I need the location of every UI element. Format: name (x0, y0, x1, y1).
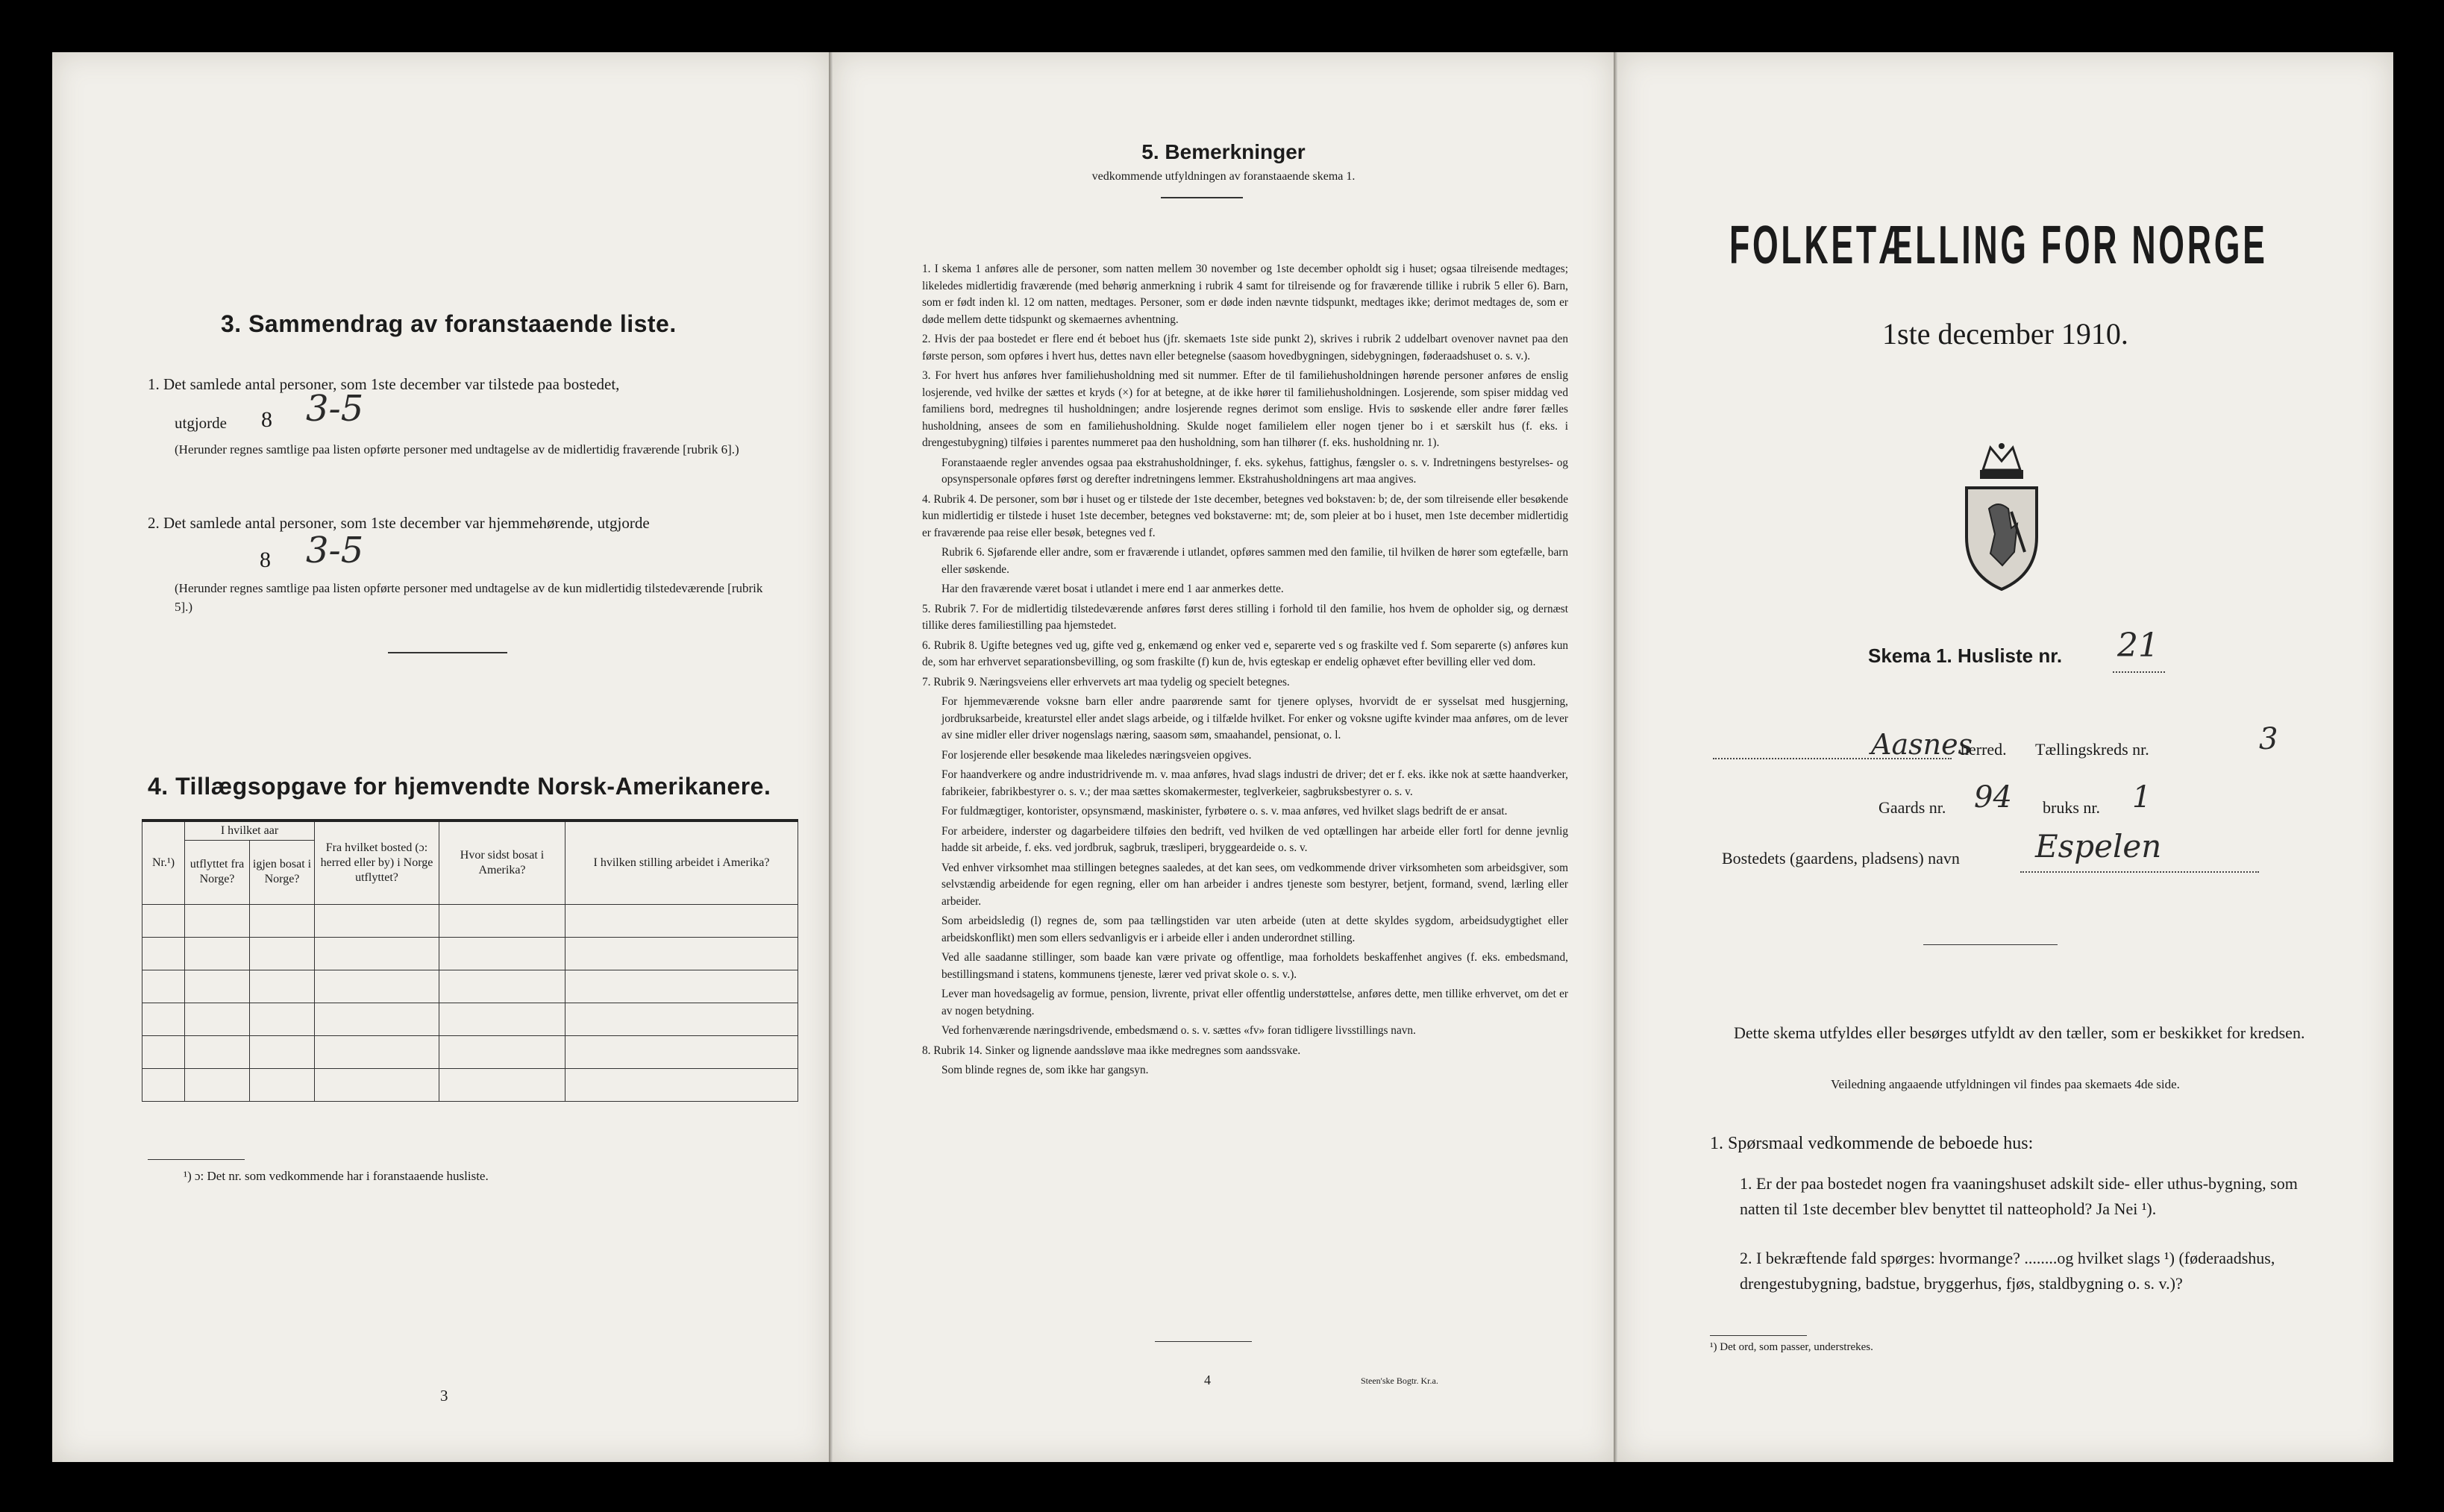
table-header-nr: Nr.¹) (142, 821, 185, 904)
notes-list (922, 261, 1568, 1082)
note-item: 6. Rubrik 8. Ugifte betegnes ved ug, gifte ved g, enkemænd og enker ved e, separerte ved s og fraskilte ved f. Som separerte (s) anføres kun de, som har erhvervet separationsbevilling, og som fraskilte (f) kun de, hvis egteskap er endelig ophævet efter bevilling eller ved dom. (922, 639, 1568, 668)
end-rule (1155, 1341, 1252, 1342)
note-item: 3. For hvert hus anføres hver familiehusholdning med sit nummer. Efter de til familiehusholdningen hørende personer anføres de enslig losjerende, ved hvilke der sættes et kryds (×) for at betegne, at de ikke hører til familiehusholdningen. Losjerende, som spiser middag ved familiens bord, medregnes til husholdningen; andre losjerende regnes derimot som enslige. Hvis to søskende eller andre fører fælles husholdning, ansees de som en familiehusholdning. Skulde noget familielem eller nogen tjener bo i et særskilt hus (f. eks. i drengestubygning) tilføies i parentes nummeret paa den husholdning, som han tilhører (f. eks. husholdning nr. 1). (922, 369, 1568, 449)
page-number: 4 (1204, 1373, 1211, 1387)
page-middle (833, 52, 1614, 1462)
item1-handwritten-value: 3-5 (306, 388, 364, 430)
note-item: 7. Rubrik 9. Næringsveiens eller erhvervets art maa tydelig og specielt betegnes. (922, 675, 1290, 688)
note-item: For fuldmægtiger, kontorister, opsynsmænd, maskinister, fyrbøtere o. s. v. maa anføres, ved hvilket slags bedrift de er ansat. (941, 805, 1508, 818)
coat-of-arms-icon (1953, 440, 2050, 597)
note-item: 4. Rubrik 4. De personer, som bør i huset og er tilstede der 1ste december, betegnes ved bokstaven: b; de, der som tilreisende eller besøkende kun midlertidig er tilstede i huset 1ste december, betegnes ved bokstaverne: mt; de, som pleier at bo i huset, men 1ste december midlertidig er fraværende paa reise eller besøk, betegnes ved f. (922, 492, 1568, 539)
q1-item-1: 1. Er der paa bostedet nogen fra vaaningshuset adskilt side- eller uthus-bygning, som natten til 1ste december blev benyttet til natteophold? Ja Nei ¹). (1740, 1174, 2298, 1218)
table-group-header: I hvilket aar (185, 821, 315, 840)
q1-title: 1. Spørsmaal vedkommende de beboede hus: (1710, 1134, 2034, 1153)
item1-value: 8 (261, 407, 272, 432)
divider (388, 652, 507, 653)
note-item: Ved forhenværende næringsdrivende, embedsmænd o. s. v. sættes «fv» foran tidligere livsstillings navn. (941, 1024, 1416, 1037)
item2-text: 2. Det samlede antal personer, som 1ste december var hjemmehørende, utgjorde (148, 514, 650, 532)
item1-text: 1. Det samlede antal personer, som 1ste december var tilstede paa bostedet, (148, 375, 620, 393)
note-item: Foranstaaende regler anvendes ogsaa paa ekstrahusholdninger, f. eks. sykehus, fattighus, fængsler o. s. v. Indretningens bestyrelses- og opsynspersonale opføres først og derefter indretningens lemmer. Ekstrahusholdningens art maa angives. (941, 456, 1568, 486)
note-item: Ved enhver virksomhet maa stillingen betegnes saaledes, at det kan sees, om vedkommende driver virksomheten som arbeidsgiver, som selvstændig arbeidende for egen regning, eller om han arbeider i andres tjeneste som bestyrer, betjent, formand, svend, lærling eller arbeider. (941, 861, 1568, 908)
section4-title: 4. Tillægsopgave for hjemvendte Norsk-Amerikanere. (148, 773, 771, 800)
note-item: Ved alle saadanne stillinger, som baade kan være private og offentlige, maa forholdets beskaffenhet angives (f. eks. embedsmand, bestillingsmand i statens, kommunens tjeneste, lærer ved privat skole o. s. v.). (941, 951, 1568, 981)
herred-label: herred. (1961, 740, 2007, 759)
note-item: 1. I skema 1 anføres alle de personer, som natten mellem 30 november og 1ste december opholdt sig i huset; ogsaa tilreisende medtages; likeledes midlertidig fraværende (med behørig anmerkning i rubrik 4 samt for tilreisende og for fraværende tillike i rubrik 5 eller 6). Barn, som er født inden kl. 12 om natten, medtages. Personer, som er døde inden nævnte tidspunkt, medtages ikke; derimot medtages de, som er døde mellem dette tidspunkt og skemaernes avhentning. (922, 263, 1568, 326)
footnote-rule (148, 1159, 245, 1160)
note-item: Som arbeidsledig (l) regnes de, som paa tællingstiden var uten arbeide (uten at dette skyldes sygdom, arbeidsudygtighet eller arbeidskonflikt) men som ellers sedvanligvis er i arbeide eller i anden underordnet stilling. (941, 915, 1568, 944)
page-right (1617, 52, 2393, 1462)
title-rule (1161, 197, 1243, 198)
item2-handwritten-value: 3-5 (306, 530, 364, 571)
schema-label: Skema 1. Husliste nr. (1868, 644, 2063, 667)
note-item: For hjemmeværende voksne barn eller andre paarørende samt for tjenere oplyses, hvorvidt de er sysselsat med husgjerning, jordbruksarbeide, kreaturstel eller andet slags arbeide, og i tilfælde hvilket. For enker og voksne ugifte kvinder maa anføres, om de lever av sine midler eller driver nogenslags næring, saasom søm, smaahandel, pensionat, o. l. (941, 695, 1568, 741)
norsk-amerikanere-table (142, 819, 798, 1102)
bruks-value: 1 (2132, 780, 2152, 815)
note-item: Lever man hovedsagelig av formue, pension, livrente, privat eller offentlig understøttelse, anføres dette, men tillike erhvervet, om det er av nogen betydning. (941, 988, 1568, 1017)
census-title: FOLKETÆLLING FOR NORGE (1729, 216, 2268, 275)
husliste-nr-value: 21 (2117, 627, 2159, 665)
table-header-stilling: I hvilken stilling arbeidet i Amerika? (565, 821, 798, 904)
bosted-dotline (2020, 871, 2259, 873)
item2-note: (Herunder regnes samtlige paa listen opførte personer med undtagelse av de kun midlertidig tilstedeværende [rubrik 5].) (175, 581, 763, 614)
page-left (52, 52, 830, 1462)
kreds-label: Tællingskreds nr. (2035, 740, 2149, 759)
footnote: ¹) Det ord, som passer, understrekes. (1710, 1341, 1873, 1353)
q1-item-2: 2. I bekræftende fald spørges: hvormange? ........og hvilket slags ¹) (føderaadshus, drengestubygning, badstue, bryggerhus, fjøs, staldbygning o. s. v.)? (1740, 1249, 2275, 1293)
table-header-fra-bosted: Fra hvilket bosted (ɔ: herred eller by) i Norge utflyttet? (315, 821, 439, 904)
note-item: Har den fraværende været bosat i utlandet i mere end 1 aar anmerkes dette. (941, 583, 1284, 595)
footnote-rule (1710, 1335, 1807, 1336)
gaards-label: Gaards nr. (1879, 798, 1946, 817)
table-header-sidst-bosat: Hvor sidst bosat i Amerika? (439, 821, 565, 904)
census-date: 1ste december 1910. (1882, 317, 2128, 351)
page-number: 3 (440, 1387, 448, 1405)
bruks-label: bruks nr. (2043, 798, 2100, 817)
bosted-label: Bostedets (gaardens, pladsens) navn (1722, 849, 1960, 868)
table-row (142, 970, 798, 1003)
ornament-rule (1923, 944, 2058, 945)
bemerkninger-subtitle: vedkommende utfyldningen av foranstaaende skema 1. (1091, 170, 1356, 183)
table-header-utflyttet: utflyttet fra Norge? (185, 840, 250, 904)
table-row (142, 1035, 798, 1068)
note-item: 5. Rubrik 7. For de midlertidig tilstedeværende anføres først deres stilling i forhold til den familie, hos hvem de opholder sig, og dernæst tillike deres familiestilling paa hjemstedet. (922, 602, 1568, 632)
herred-value: Aasnes (1871, 728, 1973, 761)
item1-label: utgjorde (175, 414, 227, 432)
note-item: For haandverkere og andre industridrivende m. v. maa anføres, hvad slags industri de driver; det er f. eks. ikke nok at sætte haandverker, fabrikeier, fabrikbestyrer o. s. v.; der maa sættes skomakermester, teglverkeier, sagbruksbestyrer o. s. v. (941, 768, 1568, 798)
guide-text: Veiledning angaaende utfyldningen vil findes paa skemaets 4de side. (1831, 1077, 2180, 1091)
husliste-dotline (2113, 671, 2165, 673)
bemerkninger-title: 5. Bemerkninger (1141, 140, 1306, 163)
note-item: 2. Hvis der paa bostedet er flere end ét beboet hus (jfr. skemaets 1ste side punkt 2), skrives i rubrik 2 uddelbart ovenover navnet paa den første person, som opføres i hvert hus, dettes navn eller betegnelse (saasom hovedbygningen, sidebygningen, føderaadshuset o. s. v.). (922, 333, 1568, 363)
item2-value: 8 (260, 548, 271, 572)
table-row (142, 1003, 798, 1035)
table-row (142, 1068, 798, 1101)
table-row (142, 937, 798, 970)
footnote: ¹) ɔ: Det nr. som vedkommende har i foranstaaende husliste. (184, 1169, 489, 1183)
gaards-value: 94 (1974, 780, 2012, 815)
info-text: Dette skema utfyldes eller besørges utfyldt av den tæller, som er beskikket for kredsen. (1734, 1023, 2305, 1042)
note-item: For losjerende eller besøkende maa likeledes næringsveien opgives. (941, 748, 1252, 762)
note-item: For arbeidere, inderster og dagarbeidere tilføies den bedrift, ved hvilken de ved optællingen har arbeide eller fortl for denne jevnlig hadde sit arbeide, f. eks. ved jordbruk, sagbruk, træsliperi, bryggeardeide o. s. v. (941, 824, 1568, 854)
kreds-value: 3 (2259, 722, 2278, 756)
table-header-igjen-bosat: igjen bosat i Norge? (250, 840, 315, 904)
note-item: Rubrik 6. Sjøfarende eller andre, som er fraværende i utlandet, opføres sammen med den familie, til hvilken de hører som egtefælle, barn eller søskende. (941, 546, 1568, 576)
table-row (142, 904, 798, 937)
item1-note: (Herunder regnes samtlige paa listen opførte personer med undtagelse av de midlertidig fraværende [rubrik 6].) (175, 442, 739, 457)
bosted-value: Espelen (2035, 828, 2162, 865)
note-item: 8. Rubrik 14. Sinker og lignende aandssløve maa ikke medregnes som aandssvake. (922, 1044, 1301, 1057)
note-item: Som blinde regnes de, som ikke har gangsyn. (941, 1064, 1149, 1076)
printer-mark: Steen'ske Bogtr. Kr.a. (1361, 1375, 1438, 1386)
section3-title: 3. Sammendrag av foranstaaende liste. (221, 310, 677, 337)
